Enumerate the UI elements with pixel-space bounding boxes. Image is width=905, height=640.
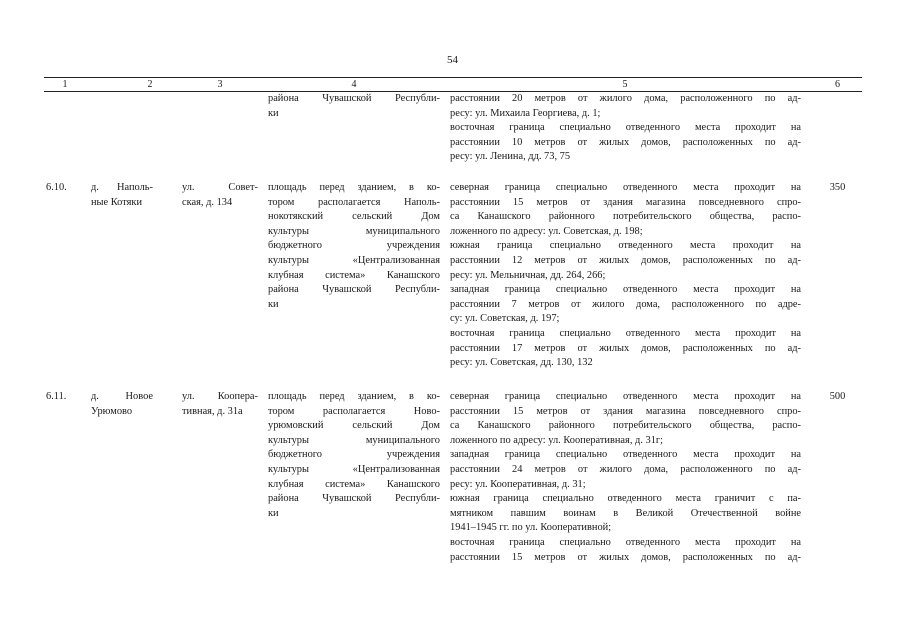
header-col-2: 2 [147,79,153,90]
page-number: 54 [447,54,458,66]
area-value: 500 [829,391,846,402]
street-address: ул. Совет- ская, д. 134 [182,182,258,208]
continuation-location: района Чувашской Республи- ки [268,93,440,119]
header-col-5: 5 [622,79,628,90]
boundaries-description: северная граница специально отведенного места проходит на расстоянии 15 метров от здания магазина повседневного спро- са Канашского районного потребительского общества, распо- ложенного по адресу: ул. Советская, д. 198; южная граница специально отведенного места проходит на расстоянии 12 метров от жилых домов, расположенных по ад- ресу: ул. Мельничная, дд. 264, 266; западная граница специально отведенного места проходит на расстоянии 7 метров от жилого дома, расположенного по адре- су: ул. Советская, д. 197; восточная граница специально отведенного места проходит на расстоянии 17 метров от жилых домов, расположенных по ад- ресу: ул. Советская, дд. 130, 132 [450,182,801,369]
street-address: ул. Коопера- тивная, д. 31а [182,391,258,417]
settlement-name: д. Наполь- ные Котяки [91,182,153,208]
settlement-name: д. Новое Урюмово [91,391,153,417]
area-value: 350 [829,182,846,193]
continuation-boundaries: расстоянии 20 метров от жилого дома, расположенного по ад- ресу: ул. Михаила Георгиева, д. 1; восточная граница специально отведенного места проходит на расстоянии 10 метров от жилых домов, расположенных по ад- ресу: ул. Ленина, дд. 73, 75 [450,93,801,163]
boundaries-description: северная граница специально отведенного места проходит на расстоянии 15 метров от здания магазина повседневного спро- са Канашского районного потребительского общества, распо- ложенного по адресу: ул. Кооперативная, д. 31г; западная граница специально отведенного места проходит на расстоянии 24 метров от жилого дома, расположенного по ад- ресу: ул. Кооперативная, д. 31; южная граница специально отведенного места граничит с па- мятником павшим воинам в Великой Отечественной войне 1941–1945 гг. по ул. Кооперативной; восточная граница специально отведенного места проходит на расстоянии 15 метров от жилых домов, расположенных по ад- [450,391,801,563]
header-col-6: 6 [835,79,840,90]
location-description: площадь перед зданием, в ко- тором располагается Наполь- нокотякский сельский Дом культуры муниципального бюджетного учреждения культуры «Централизованная клубная система» Канашского района Чувашской Республи- ки [268,182,440,310]
table-header [44,77,862,92]
header-col-1: 1 [62,79,68,90]
location-description: площадь перед зданием, в ко- тором располагается Ново- урюмовский сельский Дом культуры муниципального бюджетного учреждения культуры «Централизованная клубная система» Канашского района Чувашской Республи- ки [268,391,440,519]
row-number: 6.10. [46,182,67,193]
row-number: 6.11. [46,391,67,402]
header-col-3: 3 [217,79,223,90]
header-col-4: 4 [351,79,357,90]
